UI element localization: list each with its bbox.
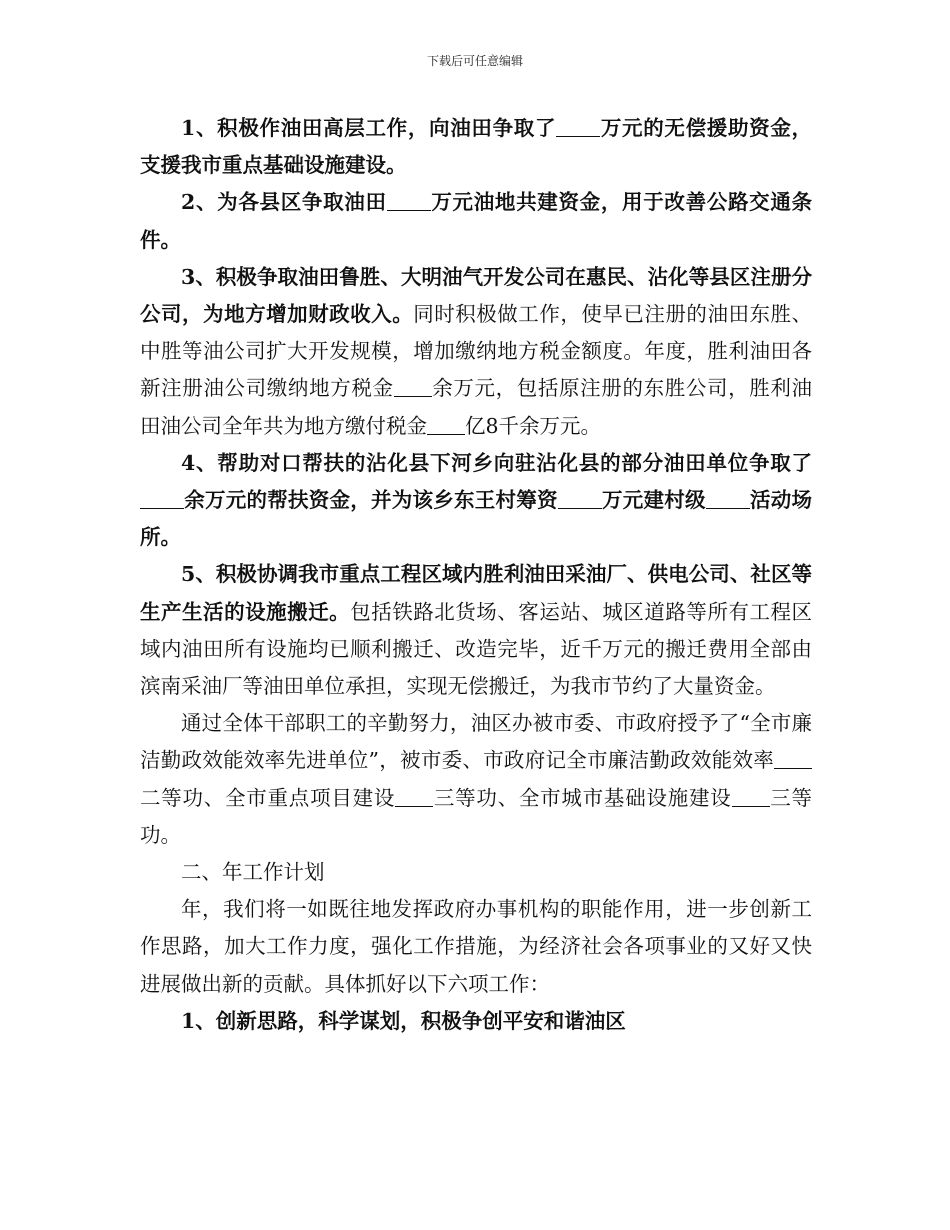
blank-line [395,785,433,807]
paragraph-5 [140,556,812,705]
text: 三等功、全市城市基础设施建设 [433,785,732,810]
blank-line [387,190,431,212]
text: 余万元，包括原注册的东胜公司，胜利油田油公司全年共为地方缴付税金 [140,376,813,438]
text: 万元油地共建资金，用于改善公路交通条件。 [140,190,813,252]
blank-line [706,488,750,510]
text: 二等功、全市重点项目建设 [140,785,396,810]
blank-line [394,376,432,398]
section-heading: 二、年工作计划 [181,860,325,885]
text: 万元的无偿援助资金，支援我市重点基础设施建设。 [140,116,813,178]
plan-item-1: 1、创新思路，科学谋划，积极争创平安和谐油区 [181,1008,626,1033]
text: 通过全体干部职工的辛勤努力，油区办被市委、市政府授予了“全市廉洁勤政效能效率先进单位”，被市委、市政府记全市廉洁勤政效能效率 [140,711,812,773]
text: 亿8千余万元。 [465,413,602,438]
paragraph-6 [140,705,812,854]
paragraph-1 [140,110,812,184]
paragraph-3 [140,259,812,445]
text: 4、帮助对口帮扶的沾化县下河乡向驻沾化县的部分油田单位争取了 [181,450,812,475]
text: 三等功。 [140,785,813,847]
paragraph-4 [140,445,812,557]
text-bold: 5、积极协调我市重点工程区域内胜利油田采油厂、供电公司、社区等生产生活的设施搬迁。 [140,562,812,624]
text: 1、积极作油田高层工作，向油田争取了 [181,116,557,140]
document-body [140,110,812,1040]
blank-line [558,488,602,510]
text: 同时积极做工作，使早已注册的油田东胜、中胜等油公司扩大开发规模，增加缴纳地方税金额度。年度，胜利油田各新注册油公司缴纳地方税金 [140,302,813,401]
blank-line [556,116,600,138]
text-bold: 3、积极争取油田鲁胜、大明油气开发公司在惠民、沾化等县区注册分公司，为地方增加财政收入。 [140,264,812,327]
page-header: 下载后可任意编辑 [426,54,523,68]
paragraph-2 [140,184,812,258]
paragraph-7: 年，我们将一如既往地发挥政府办事机构的职能作用，进一步创新工作思路，加大工作力度，强化工作措施，为经济社会各项事业的又好又快进展做出新的贡献。具体抓好以下六项工作： [140,897,812,996]
text: 2、为各县区争取油田 [181,190,387,215]
text: 万元建村级 [601,488,706,513]
blank-line [427,413,465,435]
text: 余万元的帮扶资金，并为该乡东王村筹资 [184,488,558,513]
blank-line [732,785,770,807]
text: 包括铁路北货场、客运站、城区道路等所有工程区域内油田所有设施均已顺利搬迁、改造完毕，近千万元的搬迁费用全部由滨南采油厂等油田单位承担，实现无偿搬迁，为我市节约了大量资金。 [140,599,813,699]
text: 活动场所。 [140,488,812,550]
blank-line [774,748,812,770]
blank-line [140,488,184,510]
